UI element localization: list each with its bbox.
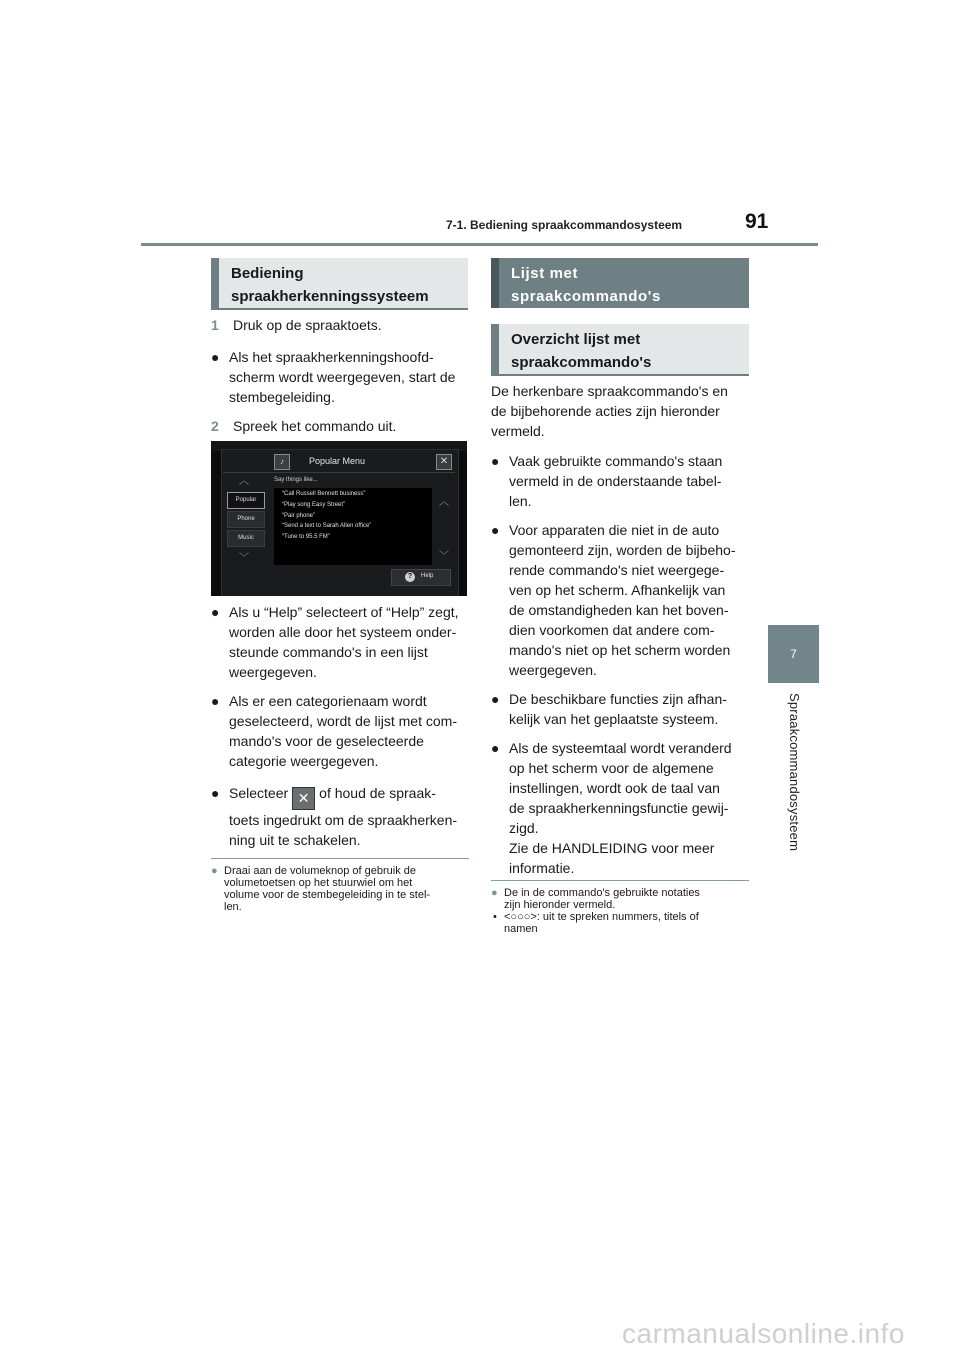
note-bullet-icon: • bbox=[493, 911, 497, 923]
say-label: Say things like... bbox=[274, 477, 318, 483]
left-steps-top bbox=[211, 315, 469, 448]
bullet-dot-icon: ● bbox=[491, 522, 500, 538]
bullet-dot-icon: ● bbox=[211, 604, 220, 620]
help-label: Help bbox=[421, 573, 434, 579]
note-item bbox=[491, 911, 749, 935]
text-line: informatie. bbox=[509, 860, 575, 876]
text-line: Zie de HANDLEIDING voor meer bbox=[509, 840, 715, 856]
menu-divider bbox=[223, 472, 455, 473]
command-item: “Tune to 95.5 FM” bbox=[282, 534, 330, 540]
chevron-down-icon[interactable]: ﹀ bbox=[239, 553, 249, 564]
note-item bbox=[491, 887, 749, 911]
bullet-item bbox=[491, 451, 753, 511]
text-line: steunde commando's in een lijst bbox=[229, 644, 428, 660]
text-line: De beschikbare functies zijn afhan- bbox=[509, 691, 727, 707]
note-line: <○○○>: uit te spreken nummers, titels of bbox=[504, 911, 699, 923]
bullet-dot-icon: ● bbox=[491, 453, 500, 469]
text-line: de spraakherkenningsfunctie gewij- bbox=[509, 800, 729, 816]
section-title: 7-1. Bediening spraakcommandosysteem bbox=[446, 218, 683, 232]
note-line: zijn hieronder vermeld. bbox=[504, 899, 616, 911]
text-fragment: of houd de spraak- bbox=[319, 785, 436, 801]
text-line: zigd. bbox=[509, 820, 539, 836]
heading-line: Overzicht lijst met bbox=[511, 331, 641, 348]
text-line: weergegeven. bbox=[509, 662, 597, 678]
text-line: Als de systeemtaal wordt veranderd bbox=[509, 740, 732, 756]
text-line: kelijk van het geplaatste systeem. bbox=[509, 711, 719, 727]
note-line: namen bbox=[504, 923, 538, 935]
help-icon: ? bbox=[405, 572, 415, 582]
bullet-item bbox=[211, 691, 469, 771]
text-line: Vaak gebruikte commando's staan bbox=[509, 453, 723, 469]
text-line: toets ingedrukt om de spraakherken- bbox=[229, 812, 458, 828]
heading-line: spraakherkenningssysteem bbox=[231, 288, 429, 305]
note-line: volume voor de stembegeleiding in te stel- bbox=[224, 889, 431, 901]
note-line: De in de commando's gebruikte notaties bbox=[504, 887, 700, 899]
voice-menu-screenshot bbox=[211, 441, 467, 596]
text-line: mando's voor de geselecteerde bbox=[229, 733, 424, 749]
step-text: Druk op de spraaktoets. bbox=[233, 317, 382, 333]
close-icon: ✕ bbox=[292, 787, 315, 810]
text-line: De herkenbare spraakcommando's en bbox=[491, 383, 728, 399]
heading-line: Bediening bbox=[231, 265, 304, 282]
text-line: gemonteerd zijn, worden de bijbeho- bbox=[509, 542, 736, 558]
text-fragment: Selecteer bbox=[229, 785, 289, 801]
bullet-item bbox=[211, 347, 469, 407]
text-line: ven op het scherm. Afhankelijk van bbox=[509, 582, 726, 598]
note-rule bbox=[211, 858, 469, 859]
text-line: len. bbox=[509, 493, 532, 509]
scroll-up-icon[interactable]: ︿ bbox=[439, 497, 449, 508]
text-line: op het scherm voor de algemene bbox=[509, 760, 714, 776]
text-line: de bijbehorende acties zijn hieronder bbox=[491, 403, 720, 419]
text-line: geselecteerd, wordt de lijst met com- bbox=[229, 713, 457, 729]
bullet-dot-icon: ● bbox=[491, 740, 500, 756]
note-item bbox=[211, 865, 469, 913]
text-line: de omstandigheden kan het boven- bbox=[509, 602, 729, 618]
text-line: vermeld. bbox=[491, 423, 545, 439]
category-phone[interactable]: Phone bbox=[227, 511, 265, 528]
bullet-item bbox=[211, 783, 469, 850]
menu-title: Popular Menu bbox=[309, 456, 366, 466]
heading-line: spraakcommando's bbox=[511, 354, 652, 371]
command-item: “Play song Easy Street” bbox=[282, 502, 346, 508]
scroll-down-icon[interactable]: ﹀ bbox=[439, 551, 449, 562]
step-number: 1 bbox=[211, 317, 219, 333]
category-music[interactable]: Music bbox=[227, 530, 265, 547]
text-line: Als u “Help” selecteert of “Help” zegt, bbox=[229, 604, 459, 620]
page-number: 91 bbox=[745, 210, 769, 233]
text-line: instellingen, wordt ook de taal van bbox=[509, 780, 720, 796]
bullet-dot-icon: ● bbox=[211, 349, 220, 365]
text-line: stembegeleiding. bbox=[229, 389, 335, 405]
intro-paragraph bbox=[491, 381, 753, 441]
note-line: Draai aan de volumeknop of gebruik de bbox=[224, 865, 417, 877]
text-line: ning uit te schakelen. bbox=[229, 832, 361, 848]
watermark: carmanualsonline.info bbox=[622, 1318, 905, 1349]
text-line: categorie weergegeven. bbox=[229, 753, 379, 769]
text-line: scherm wordt weergegeven, start de bbox=[229, 369, 456, 385]
right-body bbox=[491, 381, 753, 887]
text-line: worden alle door het systeem onder- bbox=[229, 624, 457, 640]
bullet-item bbox=[211, 602, 469, 682]
text-line: Voor apparaten die niet in de auto bbox=[509, 522, 720, 538]
command-item: “Send a text to Sarah Allen office” bbox=[282, 523, 372, 529]
note-block bbox=[491, 887, 749, 935]
note-dot-icon: ● bbox=[491, 887, 498, 899]
heading-bediening bbox=[211, 258, 468, 310]
note-block bbox=[211, 865, 469, 913]
help-button[interactable] bbox=[391, 569, 451, 586]
text-line bbox=[229, 783, 469, 810]
text-line: rende commando's niet weergege- bbox=[509, 562, 725, 578]
text-line: mando's niet op het scherm worden bbox=[509, 642, 731, 658]
bullet-item bbox=[491, 520, 753, 680]
step-2 bbox=[211, 416, 469, 436]
bullet-dot-icon: ● bbox=[491, 691, 500, 707]
heading-line: Lijst met bbox=[511, 265, 579, 282]
heading-overzicht bbox=[491, 324, 749, 376]
step-1 bbox=[211, 315, 469, 335]
command-item: “Pair phone” bbox=[282, 513, 316, 519]
heading-lijst bbox=[491, 258, 749, 308]
command-item: “Call Russell Bennett business” bbox=[282, 491, 366, 497]
voice-icon: ♪ bbox=[274, 454, 290, 470]
header-rule bbox=[141, 243, 818, 246]
note-line: volumetoetsen op het stuurwiel om het bbox=[224, 877, 413, 889]
step-number: 2 bbox=[211, 418, 219, 434]
bullet-item bbox=[491, 738, 753, 878]
note-dot-icon: ● bbox=[211, 865, 218, 877]
bullet-dot-icon: ● bbox=[211, 785, 220, 801]
heading-line: spraakcommando's bbox=[511, 288, 661, 305]
note-rule bbox=[491, 880, 749, 881]
chapter-tab: 7 bbox=[768, 625, 819, 683]
text-line: dien voorkomen dat andere com- bbox=[509, 622, 715, 638]
close-icon[interactable]: ✕ bbox=[436, 454, 452, 470]
text-line: Als er een categorienaam wordt bbox=[229, 693, 427, 709]
note-line: len. bbox=[224, 901, 242, 913]
text-line: Als het spraakherkenningshoofd- bbox=[229, 349, 434, 365]
bullet-item bbox=[491, 689, 753, 729]
chapter-label: Spraakcommandosysteem bbox=[787, 693, 802, 852]
bullet-dot-icon: ● bbox=[211, 693, 220, 709]
step-text: Spreek het commando uit. bbox=[233, 418, 397, 434]
text-line: weergegeven. bbox=[229, 664, 317, 680]
category-popular[interactable]: Popular bbox=[227, 492, 265, 509]
chevron-up-icon[interactable]: ︿ bbox=[239, 476, 249, 487]
text-line: vermeld in de onderstaande tabel- bbox=[509, 473, 722, 489]
left-bullets bbox=[211, 602, 469, 859]
